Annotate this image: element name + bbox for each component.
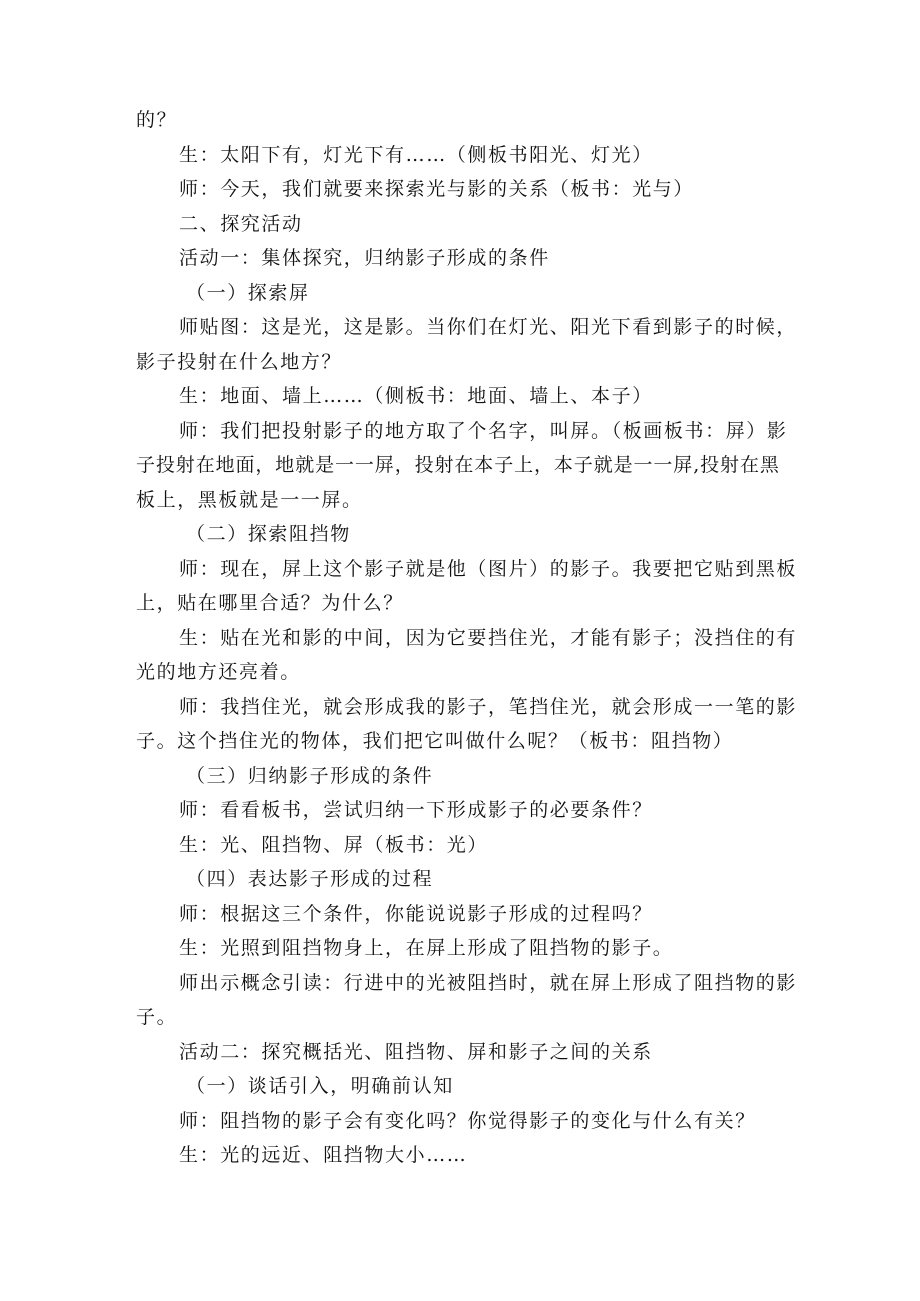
activity-heading: 活动二：探究概括光、阻挡物、屏和影子之间的关系 — [179, 1041, 653, 1063]
text-line: 师：今天，我们就要来探索光与影的关系（板书：光与） — [179, 178, 695, 200]
text-line: 光的地方还亮着。 — [136, 661, 301, 683]
text-line: 师出示概念引读：行进中的光被阻挡时，就在屏上形成了阻挡物的影 — [179, 972, 798, 994]
text-line: 师：现在，屏上这个影子就是他（图片）的影子。我要把它贴到黑板 — [179, 558, 798, 580]
text-line: 师：阻挡物的影子会有变化吗？你觉得影子的变化与什么有关？ — [179, 1110, 756, 1132]
text-line: 子。 — [136, 1006, 178, 1028]
text-line: 子。这个挡住光的物体，我们把它叫做什么呢？（板书：阻挡物） — [136, 730, 734, 752]
sub-heading: （四）表达影子形成的过程 — [186, 868, 434, 890]
text-line: 师：根据这三个条件，你能说说影子形成的过程吗？ — [179, 903, 653, 925]
text-line: 生：光、阻挡物、屏（板书：光） — [179, 834, 489, 856]
sub-heading: （三）归纳影子形成的条件 — [186, 765, 434, 787]
text-line: 子投射在地面，地就是一一屏，投射在本子上，本子就是一一屏,投射在黑 — [136, 454, 780, 476]
text-line: 生：贴在光和影的中间，因为它要挡住光，才能有影子；没挡住的有 — [179, 627, 798, 649]
text-line: 板上，黑板就是一一屏。 — [136, 489, 363, 511]
text-line: 生：光照到阻挡物身上，在屏上形成了阻挡物的影子。 — [179, 937, 674, 959]
sub-heading: （一）探索屏 — [186, 282, 310, 304]
text-line: 生：地面、墙上……（侧板书：地面、墙上、本子） — [179, 385, 653, 407]
sub-heading: （二）探索阻挡物 — [186, 523, 351, 545]
text-line: 师贴图：这是光，这是影。当你们在灯光、阳光下看到影子的时候， — [179, 316, 798, 338]
text-line: 师：我们把投射影子的地方取了个名字，叫屏。（板画板书：屏）影 — [179, 420, 788, 442]
text-line: 师：我挡住光，就会形成我的影子，笔挡住光，就会形成一一笔的影 — [179, 696, 798, 718]
text-line: 生：光的远近、阻挡物大小…… — [179, 1144, 468, 1166]
text-line: 上，贴在哪里合适？为什么？ — [136, 592, 404, 614]
text-line: 影子投射在什么地方？ — [136, 351, 343, 373]
text-line: 的？ — [136, 109, 178, 131]
section-heading: 二、探究活动 — [179, 213, 303, 235]
activity-heading: 活动一：集体探究，归纳影子形成的条件 — [179, 247, 550, 269]
sub-heading: （一）谈话引入，明确前认知 — [186, 1075, 454, 1097]
text-line: 师：看看板书，尝试归纳一下形成影子的必要条件？ — [179, 799, 653, 821]
text-line: 生：太阳下有，灯光下有……（侧板书阳光、灯光） — [179, 144, 653, 166]
